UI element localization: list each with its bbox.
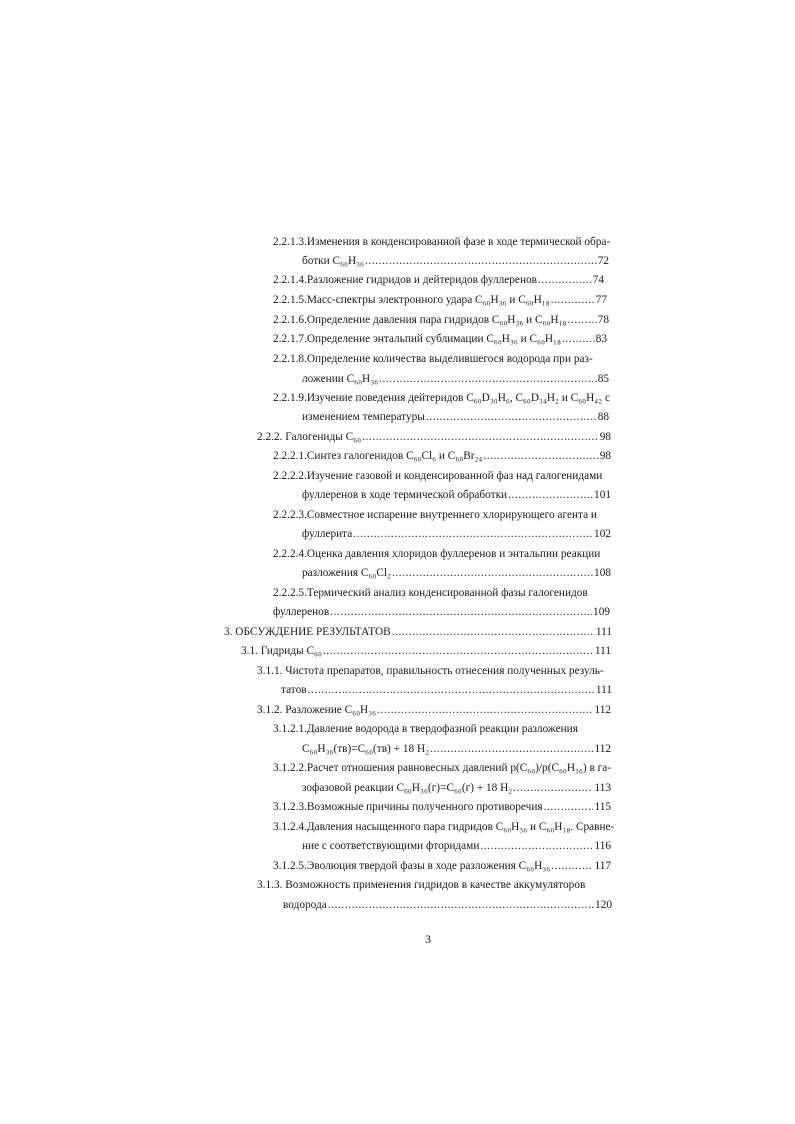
toc-entry-text: 2.2.1.4.Разложение гидридов и дейтеридов фуллеренов: [273, 274, 537, 286]
toc-entry: [224, 625, 612, 639]
dot-leader: [330, 605, 592, 619]
toc-entry-text: фуллеренов: [273, 606, 330, 618]
toc-entry-page: 111: [595, 626, 612, 638]
dot-leader: [483, 449, 598, 463]
toc-entry-page: 111: [595, 684, 612, 696]
toc-entry: [302, 742, 611, 756]
toc-entry-text: 3.1.2.1.Давление водорода в твердофазной реакции разложения: [273, 723, 578, 735]
toc-entry: [281, 683, 612, 697]
toc-entry-page: 115: [594, 801, 611, 813]
toc-entry: [302, 781, 611, 795]
toc-entry: [283, 898, 612, 912]
toc-entry-page: 72: [597, 255, 609, 267]
dot-leader: [538, 273, 592, 287]
dot-leader: [392, 625, 595, 639]
toc-entry: [273, 273, 604, 287]
toc-entry-text: 2.2.1.7.Определение энтальпий сублимации C₆₀H₃₆ и C₆₀H₁₈: [273, 333, 561, 345]
toc-entry: [273, 449, 611, 463]
toc-entry: [302, 527, 611, 541]
toc-entry-page: 108: [594, 567, 611, 579]
toc-entry-text: 2.2.1.6.Определение давления пара гидридов C₆₀H₃₆ и C₆₀H₁₈: [273, 314, 567, 326]
dot-leader: [508, 488, 593, 502]
toc-entry: [302, 566, 611, 580]
toc-entry: [273, 820, 615, 834]
dot-leader: [392, 566, 593, 580]
toc-entry-page: 102: [594, 528, 611, 540]
toc-entry-text: 3.1.2.4.Давления насыщенного пара гидридов C₆₀H₃₆ и C₆₀H₁₈. Сравне-: [273, 821, 615, 833]
toc-entry-page: 98: [599, 450, 611, 462]
toc-entry: [273, 586, 613, 600]
toc-entry-text: 3.1.3. Возможность применения гидридов в качестве аккумуляторов: [257, 879, 586, 891]
toc-entry-page: 78: [597, 314, 609, 326]
toc-entry: [302, 839, 611, 853]
toc-entry-text: 2.2.1.8.Определение количества выделившегося водорода при раз-: [273, 353, 593, 365]
toc-entry-page: 88: [597, 411, 609, 423]
toc-entry-text: разложения C₆₀Cl₂: [302, 567, 391, 579]
toc-entry-text: 2.2.1.9.Изучение поведения дейтеридов C₆₀D₃₀H₆, C₆₀D₃₄H₂ и C₆₀H₄₂ с: [273, 392, 610, 404]
toc-entry-text: водорода: [283, 899, 327, 911]
toc-entry-page: 117: [594, 860, 611, 872]
toc-entry-text: C₆₀H₃₆(тв)=C₆₀(тв) + 18 H₂: [302, 743, 430, 755]
toc-entry: [273, 235, 615, 249]
toc-entry-text: 2.2.2.1.Синтез галогенидов C₆₀Cl₆ и C₆₀Br₂₄: [273, 450, 483, 462]
toc-entry: [257, 430, 611, 444]
dot-leader: [567, 313, 596, 327]
toc-entry-page: 120: [595, 899, 612, 911]
toc-entry: [273, 332, 607, 346]
toc-entry: [273, 313, 609, 327]
toc-entry: [257, 703, 611, 717]
dot-leader: [353, 527, 593, 541]
toc-entry-text: 2.2.2. Галогениды C₆₀: [257, 431, 362, 443]
dot-leader: [513, 781, 593, 795]
toc-entry: [273, 547, 615, 561]
toc-entry: [273, 508, 613, 522]
dot-leader: [551, 293, 595, 307]
toc-entry-text: 2.2.2.5.Термический анализ конденсированной фазы галогенидов: [273, 587, 588, 599]
dot-leader: [426, 410, 597, 424]
toc-entry-text: 3.1.2.2.Расчет отношения равновесных давлений p(C₆₀)/p(C₆₀H₃₆) в га-: [273, 762, 612, 774]
toc-entry-text: 2.2.1.5.Масс-спектры электронного удара C₆₀H₃₆ и C₆₀H₁₈: [273, 294, 550, 306]
toc-entry-page: 83: [595, 333, 607, 345]
toc-entry-text: 3.1.2.3.Возможные причины полученного противоречия: [273, 801, 543, 813]
toc-entry: [302, 372, 609, 386]
toc-entry-text: 2.2.1.3.Изменения в конденсированной фазе в ходе термической обра-: [273, 236, 611, 248]
toc-entry: [241, 644, 611, 658]
toc-entry-text: фуллерита: [302, 528, 353, 540]
toc-entry-page: 113: [594, 782, 611, 794]
toc-entry-text: 2.2.2.2.Изучение газовой и конденсированной фаз над галогенидами: [273, 470, 603, 482]
toc-entry: [273, 722, 613, 736]
toc-entry-text: 3. ОБСУЖДЕНИЕ РЕЗУЛЬТАТОВ: [224, 626, 391, 638]
toc-entry: [302, 254, 609, 268]
toc-entry: [273, 859, 611, 873]
toc-entry-page: 77: [595, 294, 607, 306]
toc-entry: [257, 878, 615, 892]
toc-entry-page: 85: [597, 373, 609, 385]
dot-leader: [323, 644, 594, 658]
toc-entry: [273, 293, 607, 307]
toc-entry-text: 3.1.2.5.Эволюция твердой фазы в ходе разложения C₆₀H₃₆: [273, 860, 551, 872]
dot-leader: [365, 254, 597, 268]
dot-leader: [480, 839, 593, 853]
toc-entry: [273, 800, 611, 814]
toc-entry-text: 3.1.2. Разложение C₆₀H₃₆: [257, 704, 377, 716]
dot-leader: [551, 859, 593, 873]
toc-entry-page: 111: [594, 645, 611, 657]
toc-entry-text: фуллеренов в ходе термической обработки: [302, 489, 508, 501]
toc-entry: [257, 664, 615, 678]
toc-entry-text: татов: [281, 684, 307, 696]
toc-entry-text: ложении C₆₀H₃₆: [302, 373, 379, 385]
page-number: 3: [425, 932, 431, 946]
toc-entry-text: ние с соответствующими фторидами: [302, 840, 480, 852]
dot-leader: [328, 898, 594, 912]
toc-entry-page: 74: [592, 274, 604, 286]
dot-leader: [377, 703, 593, 717]
toc-entry: [302, 488, 611, 502]
toc-entry-page: 116: [594, 840, 611, 852]
toc-entry: [273, 352, 613, 366]
dot-leader: [562, 332, 595, 346]
toc-entry: [273, 761, 615, 775]
toc-entry-text: 3.1. Гидриды C₆₀: [241, 645, 322, 657]
dot-leader: [379, 372, 597, 386]
toc-entry: [273, 469, 615, 483]
toc-entry: [273, 605, 610, 619]
dot-leader: [544, 800, 594, 814]
toc-entry-text: ботки C₆₀H₃₆: [302, 255, 364, 267]
toc-entry: [273, 391, 613, 405]
toc-entry-text: изменением температуры: [302, 411, 425, 423]
toc-entry-page: 98: [599, 431, 611, 443]
toc-entry-page: 112: [594, 704, 611, 716]
toc-entry-page: 101: [594, 489, 611, 501]
toc-entry-page: 112: [594, 743, 611, 755]
toc-entry-page: 109: [593, 606, 610, 618]
toc-entry-text: 2.2.2.4.Оценка давления хлоридов фуллеренов и энтальпии реакции: [273, 548, 601, 560]
dot-leader: [308, 683, 595, 697]
toc-entry-text: зофазовой реакции C₆₀H₃₆(г)=C₆₀(г) + 18 H₂: [302, 782, 513, 794]
dot-leader: [430, 742, 593, 756]
toc-entry: [302, 410, 609, 424]
dot-leader: [362, 430, 599, 444]
toc-entry-text: 2.2.2.3.Совместное испарение внутреннего хлорирующего агента и: [273, 509, 597, 521]
toc-entry-text: 3.1.1. Чистота препаратов, правильность отнесения полученных резуль-: [257, 665, 604, 677]
